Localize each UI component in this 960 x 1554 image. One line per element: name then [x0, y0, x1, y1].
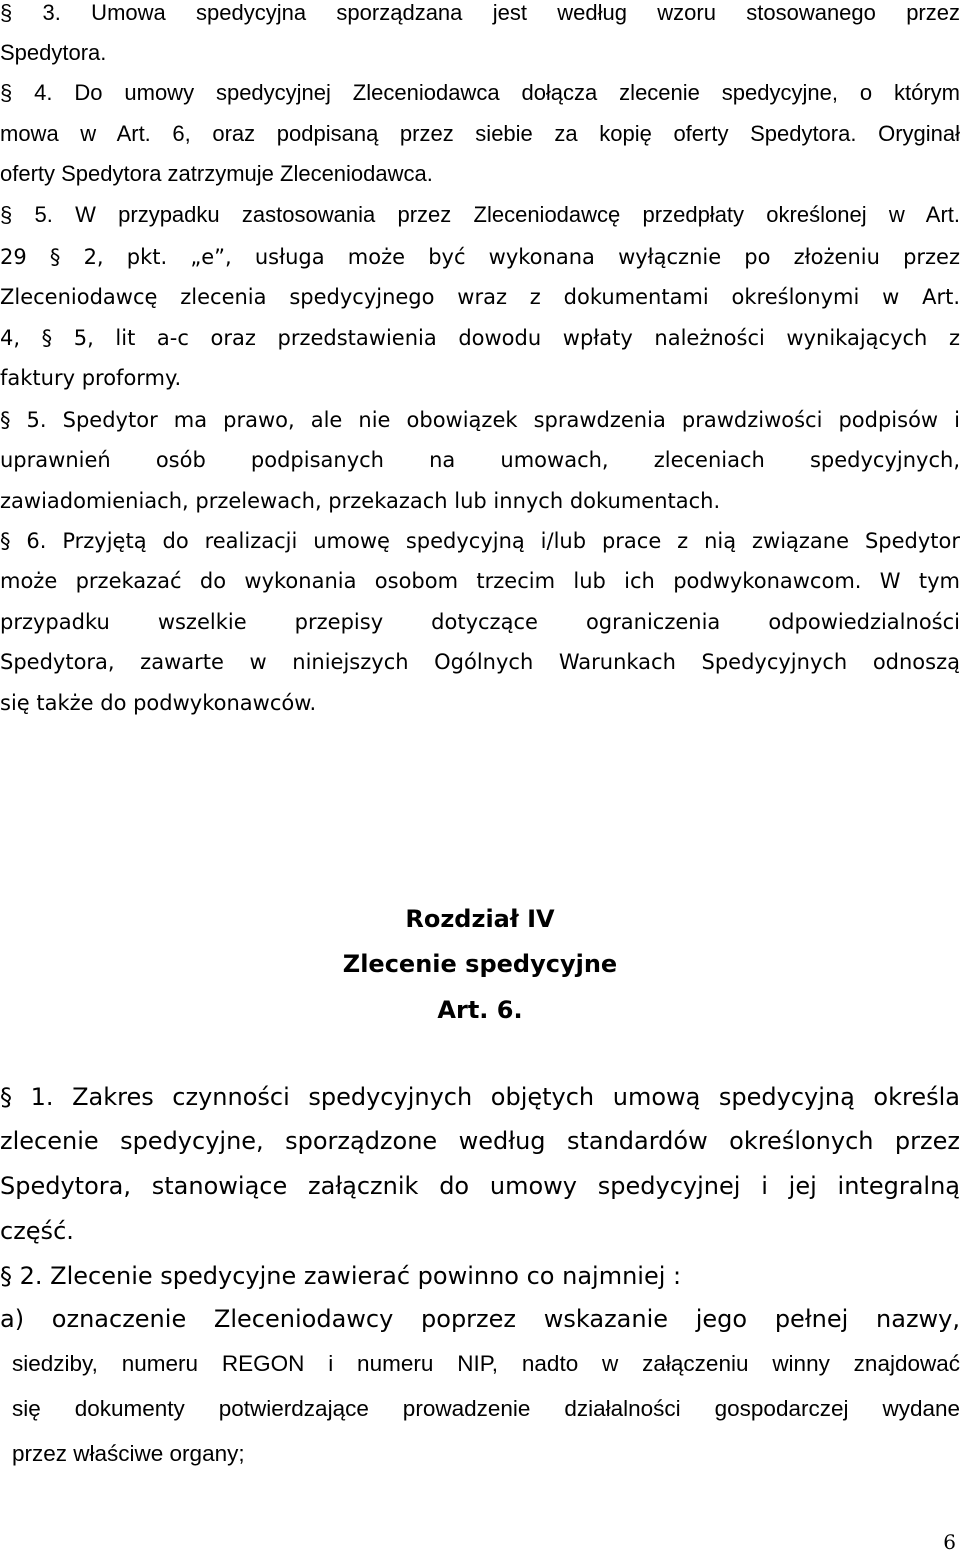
art6-paragraph-1-line-1: § 1. Zakres czynności spedycyjnych objętych umową spedycyjną określa: [0, 1083, 960, 1111]
paragraph-6-line-5: się także do podwykonawców.: [0, 691, 317, 715]
paragraph-5a-line-2: 29 § 2, pkt. „e”, usługa może być wykonana wyłącznie po złożeniu przez: [0, 245, 960, 269]
page-number: 6: [943, 1530, 956, 1554]
chapter-title: Zlecenie spedycyjne: [342, 950, 618, 978]
paragraph-4-line-1: § 4. Do umowy spedycyjnej Zleceniodawca dołącza zlecenie spedycyjne, o którym: [0, 80, 960, 105]
paragraph-6-line-3: przypadku wszelkie przepisy dotyczące ograniczenia odpowiedzialności: [0, 610, 960, 634]
item-a-line-3: się dokumenty potwierdzające prowadzenie działalności gospodarczej wydane: [12, 1396, 960, 1421]
paragraph-5b-line-3: zawiadomieniach, przelewach, przekazach lub innych dokumentach.: [0, 489, 721, 513]
paragraph-4-line-2: mowa w Art. 6, oraz podpisaną przez siebie za kopię oferty Spedytora. Oryginał: [0, 121, 960, 146]
item-a-line-4: przez właściwe organy;: [12, 1441, 245, 1466]
chapter-number: Rozdział IV: [405, 905, 555, 933]
paragraph-6-line-4: Spedytora, zawarte w niniejszych Ogólnych Warunkach Spedycyjnych odnoszą: [0, 650, 960, 674]
art6-paragraph-1-line-4: część.: [0, 1217, 74, 1245]
paragraph-4-line-3: oferty Spedytora zatrzymuje Zleceniodawca.: [0, 161, 433, 186]
article-number: Art. 6.: [437, 996, 523, 1024]
item-a-line-2: siedziby, numeru REGON i numeru NIP, nadto w załączeniu winny znajdować: [12, 1351, 960, 1376]
item-a-line-1: a) oznaczenie Zleceniodawcy poprzez wskazanie jego pełnej nazwy,: [0, 1305, 960, 1333]
paragraph-3-line-2: Spedytora.: [0, 40, 107, 65]
art6-paragraph-1-line-2: zlecenie spedycyjne, sporządzone według standardów określonych przez: [0, 1127, 960, 1155]
art6-paragraph-2: § 2. Zlecenie spedycyjne zawierać powinno co najmniej :: [0, 1262, 682, 1290]
paragraph-5b-line-1: § 5. Spedytor ma prawo, ale nie obowiązek sprawdzenia prawdziwości podpisów i: [0, 408, 960, 432]
paragraph-5a-line-1: § 5. W przypadku zastosowania przez Zleceniodawcę przedpłaty określonej w Art.: [0, 202, 960, 227]
paragraph-6-line-1: § 6. Przyjętą do realizacji umowę spedycyjną i/lub prace z nią związane Spedytor: [0, 529, 960, 553]
paragraph-5a-line-3: Zleceniodawcę zlecenia spedycyjnego wraz z dokumentami określonymi w Art.: [0, 285, 960, 309]
paragraph-3-line-1: § 3. Umowa spedycyjna sporządzana jest według wzoru stosowanego przez: [0, 0, 960, 25]
paragraph-5a-line-5: faktury proformy.: [0, 366, 182, 390]
paragraph-5a-line-4: 4, § 5, lit a-c oraz przedstawienia dowodu wpłaty należności wynikających z: [0, 326, 960, 350]
paragraph-5b-line-2: uprawnień osób podpisanych na umowach, zleceniach spedycyjnych,: [0, 448, 960, 472]
paragraph-6-line-2: może przekazać do wykonania osobom trzecim lub ich podwykonawcom. W tym: [0, 569, 960, 593]
art6-paragraph-1-line-3: Spedytora, stanowiące załącznik do umowy spedycyjnej i jej integralną: [0, 1172, 960, 1200]
